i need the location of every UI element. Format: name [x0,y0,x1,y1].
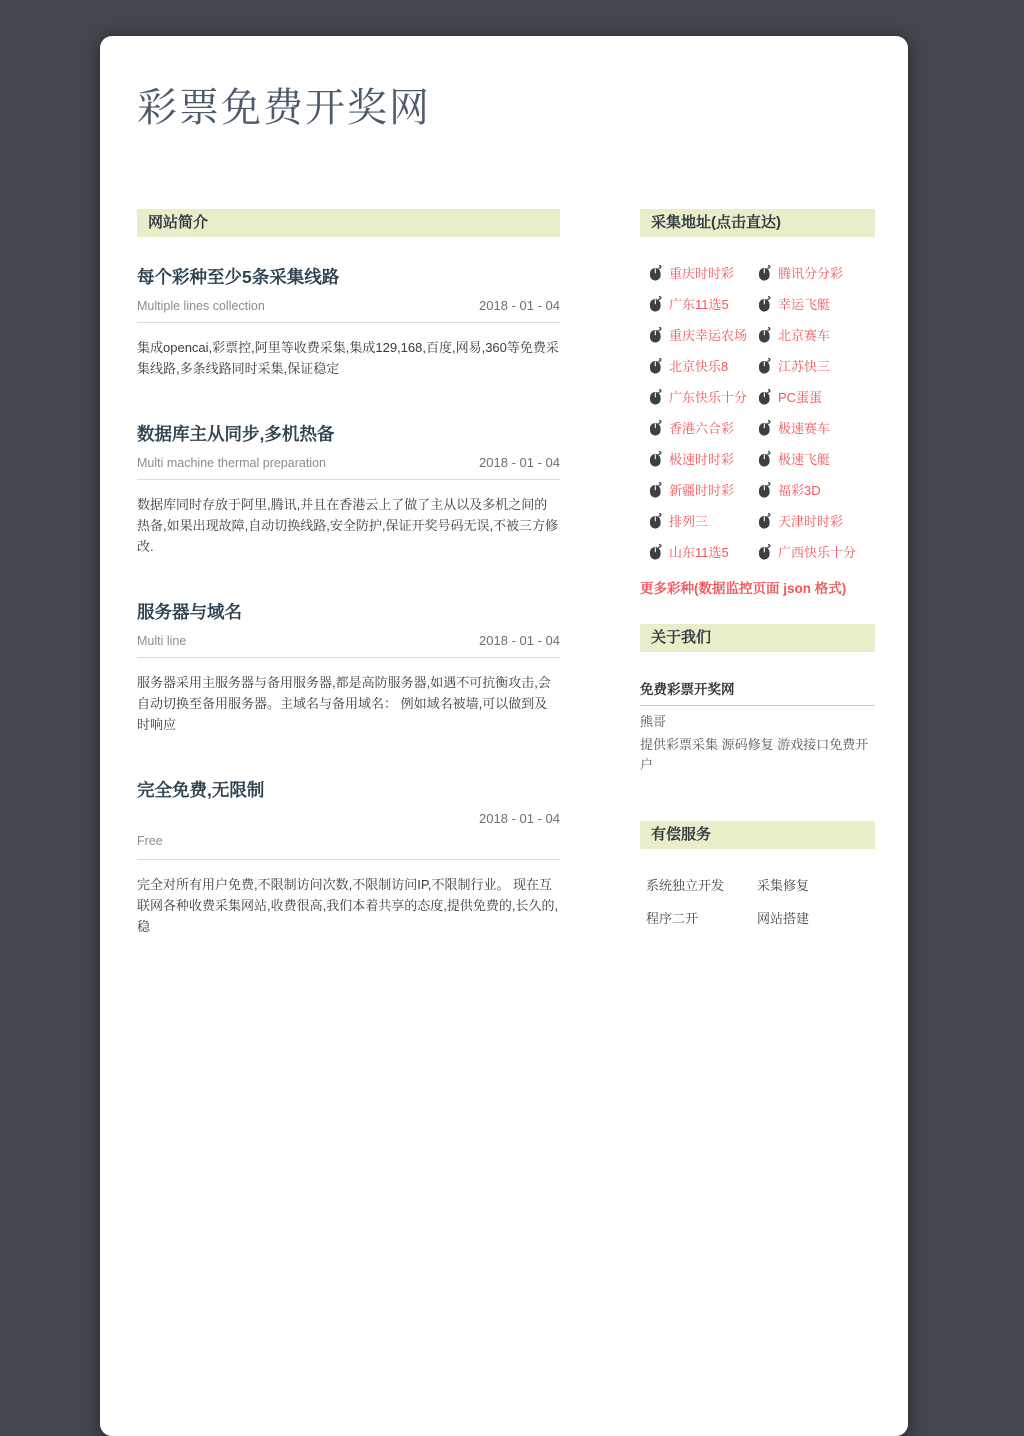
article-title: 每个彩种至少5条采集线路 [137,267,340,287]
lottery-link[interactable]: 福彩3D [758,480,875,499]
service-item: 网站搭建 [757,911,810,927]
article-body: 集成opencai,彩票控,阿里等收费采集,集成129,168,百度,网易,360等免费采集线路,多条线路同时采集,保证稳定 [137,340,559,377]
site-title: 彩票免费开奖网 [137,85,431,131]
more-lotteries-link[interactable]: 更多彩种(数据监控页面 json 格式) [640,581,847,596]
mouse-icon [649,327,662,343]
mouse-icon [649,420,662,436]
article-subtitle: Multi machine thermal preparation [137,456,326,471]
about-site-name: 免费彩票开奖网 [640,678,875,706]
mouse-icon [758,451,771,467]
mouse-icon [758,482,771,498]
article-date: 2018 - 01 - 04 [479,811,560,827]
section-header-intro: 网站简介 [137,209,560,237]
lottery-link[interactable]: 排列三 [649,511,758,530]
mouse-icon [649,358,662,374]
lottery-link[interactable]: 重庆幸运农场 [649,325,758,344]
lottery-link[interactable]: 广东11选5 [649,294,758,313]
mouse-icon [758,389,771,405]
section-header-paid-services: 有偿服务 [640,821,875,849]
lottery-link[interactable]: 极速时时彩 [649,449,758,468]
mouse-icon [758,420,771,436]
mouse-icon [649,265,662,281]
lottery-link[interactable]: 极速飞艇 [758,449,875,468]
article-title: 服务器与域名 [137,602,242,623]
lottery-link[interactable]: 极速赛车 [758,418,875,437]
article-server-domain [137,599,560,735]
mouse-icon [649,451,662,467]
lottery-link[interactable]: 幸运飞艇 [758,294,875,313]
article-body: 服务器采用主服务器与备用服务器,都是高防服务器,如遇不可抗衡攻击,会自动切换至备用服务器。主域名与备用域名： 例如域名被墙,可以做到及时响应 [137,675,551,733]
article-meta [137,811,560,860]
section-header-about: 关于我们 [640,624,875,652]
lottery-link[interactable]: 香港六合彩 [649,418,758,437]
article-subtitle: Multi line [137,634,187,649]
article-body: 数据库同时存放于阿里,腾讯,并且在香港云上了做了主从以及多机之间的热备,如果出现故障,自动切换线路,安全防护,保证开奖号码无误,不被三方修改. [137,497,559,555]
article-free-unlimited [137,777,560,937]
lottery-links-grid [640,263,875,561]
about-description: 提供彩票采集 源码修复 游戏接口免费开户 [640,737,869,773]
about-block [640,678,875,775]
lottery-link[interactable]: 北京快乐8 [649,356,758,375]
mouse-icon [758,327,771,343]
lottery-link[interactable]: 新疆时时彩 [649,480,758,499]
service-item: 程序二开 [646,911,699,927]
article-title: 完全免费,无限制 [137,780,265,801]
mouse-icon [758,358,771,374]
section-header-collect-links: 采集地址(点击直达) [640,209,875,237]
article-date: 2018 - 01 - 04 [479,298,560,313]
mouse-icon [758,265,771,281]
mouse-icon [649,296,662,312]
mouse-icon [649,513,662,529]
lottery-link[interactable]: 广西快乐十分 [758,542,875,561]
lottery-link[interactable]: 广东快乐十分 [649,387,758,406]
article-subtitle: Free [137,834,163,849]
mouse-icon [758,296,771,312]
lottery-link[interactable]: 山东11选5 [649,542,758,561]
article-title: 数据库主从同步,多机热备 [137,424,335,445]
mouse-icon [758,513,771,529]
article-subtitle: Multiple lines collection [137,299,265,313]
article-date: 2018 - 01 - 04 [479,455,560,471]
article-body: 完全对所有用户免费,不限制访问次数,不限制访问IP,不限制行业。 现在互联网各种收费采集网站,收费很高,我们本着共享的态度,提供免费的,长久的,稳 [137,877,559,935]
mouse-icon [649,544,662,560]
article-meta [137,633,560,658]
lottery-link[interactable]: 腾讯分分彩 [758,263,875,282]
lottery-link[interactable]: 北京赛车 [758,325,875,344]
mouse-icon [649,482,662,498]
article-meta [137,455,560,480]
lottery-link[interactable]: PC蛋蛋 [758,387,875,406]
article-collection-lines [137,264,560,379]
sidebar [640,209,875,980]
article-date: 2018 - 01 - 04 [479,633,560,649]
lottery-link[interactable]: 江苏快三 [758,356,875,375]
main-column [137,209,560,980]
about-author: 熊哥 [640,714,667,729]
service-item: 采集修复 [757,878,810,894]
mouse-icon [758,544,771,560]
lottery-link[interactable]: 天津时时彩 [758,511,875,530]
article-database-sync [137,421,560,557]
lottery-link[interactable]: 重庆时时彩 [649,263,758,282]
mouse-icon [649,389,662,405]
services-grid [640,875,875,927]
page-card [100,36,908,1436]
content-columns [137,209,875,980]
article-meta [137,298,560,323]
service-item: 系统独立开发 [646,878,725,894]
